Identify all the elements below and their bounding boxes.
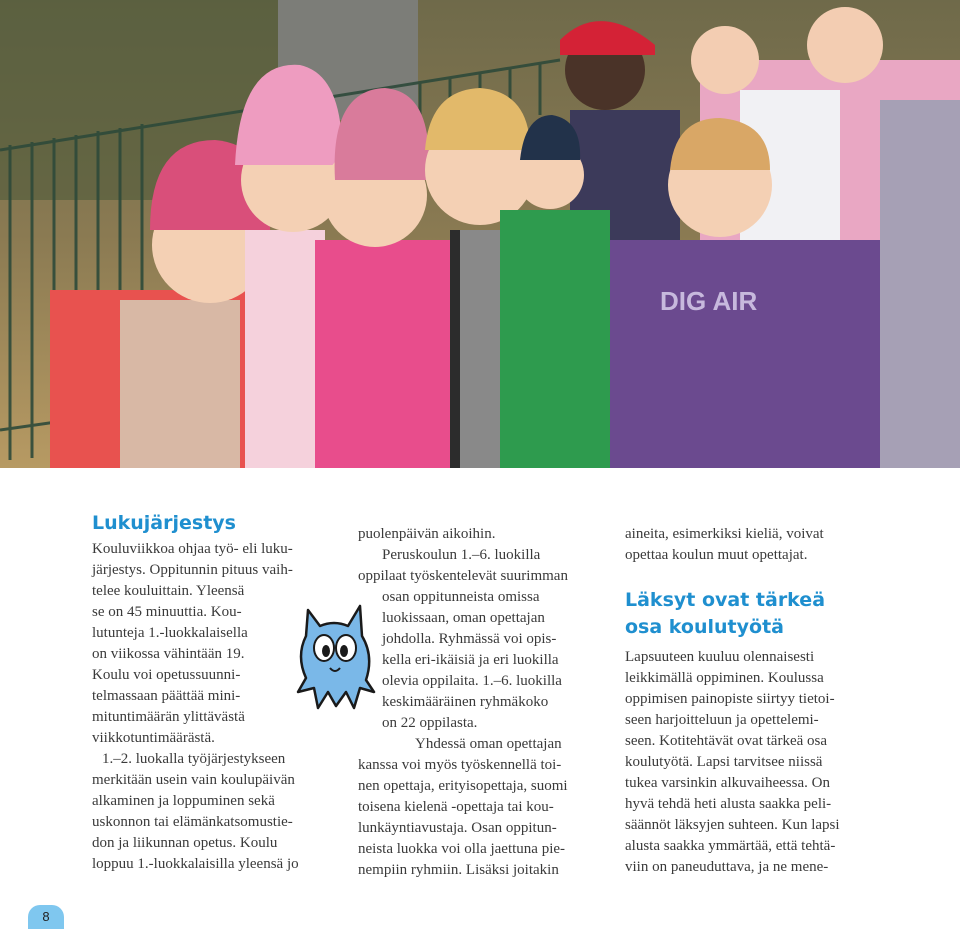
text-line: opettaa koulun muut opettajat. bbox=[625, 547, 808, 563]
section-heading-lukujarjestys: Lukujärjestys bbox=[92, 512, 236, 534]
text-line: uskonnon tai elämänkatsomustie- bbox=[92, 814, 293, 830]
text-line: neista luokka voi olla jaettuna pie- bbox=[358, 841, 566, 857]
text-line: järjestys. Oppitunnin pituus vaih- bbox=[92, 562, 293, 578]
text-line: aineita, esimerkiksi kieliä, voivat bbox=[625, 526, 824, 542]
text-line: säännöt läksyjen suhteen. Kun lapsi bbox=[625, 817, 840, 833]
text-line: Kouluviikkoa ohjaa työ- eli luku- bbox=[92, 541, 293, 557]
text-line: alkaminen ja loppuminen sekä bbox=[92, 793, 275, 809]
text-line: olevia oppilaita. 1.–6. luokilla bbox=[382, 673, 562, 689]
text-line: hyvä tehdä heti alusta saakka peli- bbox=[625, 796, 832, 812]
text-line: koulutyötä. Lapsi tarvitsee niissä bbox=[625, 754, 823, 770]
text-line: kanssa voi myös työskennellä toi- bbox=[358, 757, 562, 773]
heading-line: Läksyt ovat tärkeä bbox=[625, 589, 826, 611]
column-2 bbox=[358, 524, 608, 881]
text-line: telee kouluittain. Yleensä bbox=[92, 583, 245, 599]
text-line: Yhdessä oman opettajan bbox=[415, 736, 562, 752]
text-line: Lapsuuteen kuuluu olennaisesti bbox=[625, 649, 815, 665]
column-3 bbox=[625, 524, 885, 878]
text-line: viikkotuntimäärästä. bbox=[92, 730, 215, 746]
text-line: oppilaat työskentelevät suurimman bbox=[358, 568, 568, 584]
text-line: toisena kielenä -opettaja tai kou- bbox=[358, 799, 554, 815]
text-line: on 22 oppilasta. bbox=[382, 715, 478, 731]
page-number: 8 bbox=[28, 905, 64, 929]
text-line: on viikossa vähintään 19. bbox=[92, 646, 245, 662]
text-line: osan oppitunneista omissa bbox=[382, 589, 540, 605]
text-line: seen. Kotitehtävät ovat tärkeä osa bbox=[625, 733, 828, 749]
text-line: kella eri-ikäisiä ja eri luokilla bbox=[382, 652, 559, 668]
text-line: loppuu 1.-luokkalaisilla yleensä jo bbox=[92, 856, 299, 872]
text-line: merkitään usein vain koulupäivän bbox=[92, 772, 295, 788]
text-line: don ja liikunnan opetus. Koulu bbox=[92, 835, 278, 851]
text-line: nempiin ryhmiin. Lisäksi joitakin bbox=[358, 862, 559, 878]
text-line: luokissaan, oman opettajan bbox=[382, 610, 545, 626]
text-line: johdolla. Ryhmässä voi opis- bbox=[382, 631, 557, 647]
text-line: Peruskoulun 1.–6. luokilla bbox=[382, 547, 541, 563]
text-line: lunkäyntiavustaja. Osan oppitun- bbox=[358, 820, 557, 836]
text-line: viin on paneuduttava, ja ne mene- bbox=[625, 859, 829, 875]
heading-line: osa koulutyötä bbox=[625, 616, 784, 638]
text-line: alusta saakka ymmärtää, että tehtä- bbox=[625, 838, 836, 854]
text-line: oppimisen painopiste siirtyy tietoi- bbox=[625, 691, 835, 707]
text-line: telmassaan päättää mini- bbox=[92, 688, 241, 704]
text-line: puolenpäivän aikoihin. bbox=[358, 526, 496, 542]
text-line: seen harjoitteluun ja opettelemi- bbox=[625, 712, 819, 728]
section-heading-laksyt bbox=[625, 587, 885, 641]
text-line: lutunteja 1.-luokkalaisella bbox=[92, 625, 248, 641]
text-line: Koulu voi opetussuunni- bbox=[92, 667, 241, 683]
svg-text:DIG AIR: DIG AIR bbox=[660, 286, 758, 316]
text-line: nen opettaja, erityisopettaja, suomi bbox=[358, 778, 568, 794]
text-line: leikkimällä oppiminen. Koulussa bbox=[625, 670, 824, 686]
text-line: se on 45 minuuttia. Kou- bbox=[92, 604, 242, 620]
text-line: keskimääräinen ryhmäkoko bbox=[382, 694, 549, 710]
text-line: 1.–2. luokalla työjärjestykseen bbox=[102, 751, 286, 767]
text-line: mituntimäärän ylittävästä bbox=[92, 709, 245, 725]
text-line: tukea varsinkin alkuvaiheessa. On bbox=[625, 775, 830, 791]
